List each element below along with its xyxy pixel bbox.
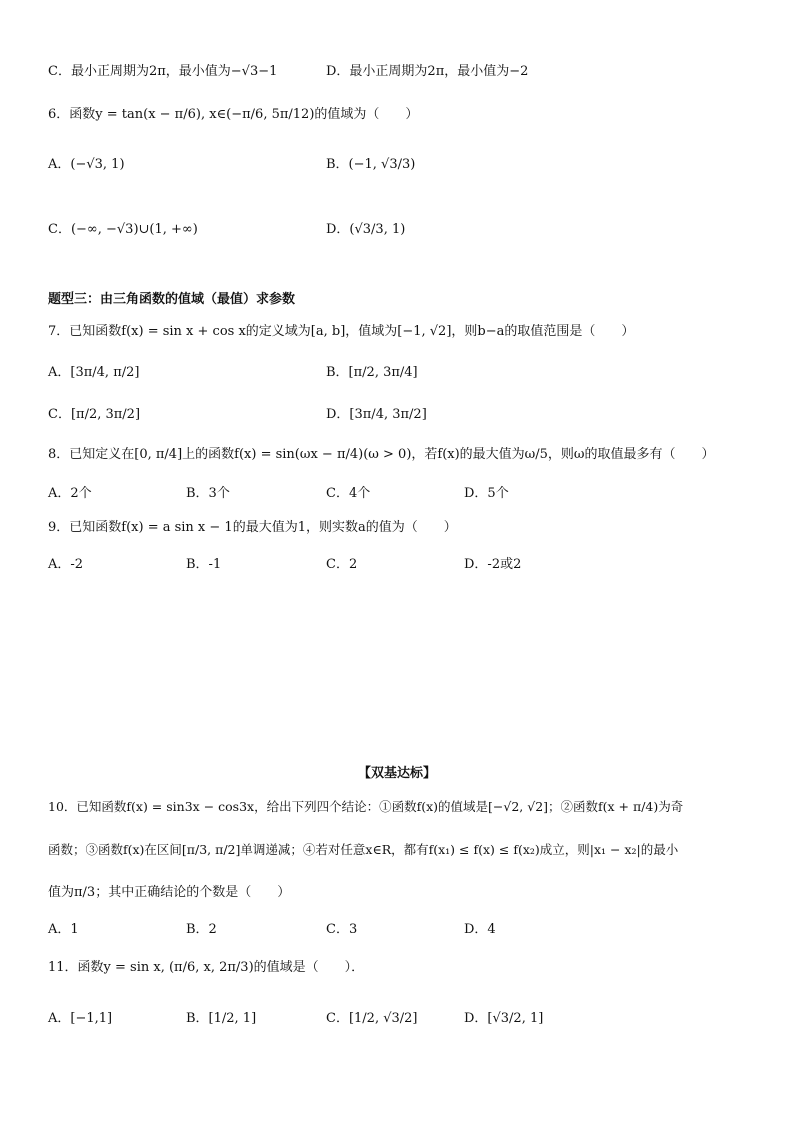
q6-option-a: A．(−√3, 1) [48, 157, 125, 172]
q9-option-c: C．2 [326, 557, 358, 572]
q10-option-c: C．3 [326, 922, 358, 937]
q10-option-b: B．2 [186, 922, 217, 937]
q5-option-c: C．最小正周期为2π，最小值为−√3−1 [48, 64, 278, 79]
q10-line2: 函数；③函数f(x)在区间[π/3, π/2]单调递减；④若对任意x∈R，都有f(x₁) ≤ f(x) ≤ f(x₂)成立，则|x₁ − x₂|的最小 [48, 842, 679, 857]
q6-option-d: D．(√3/3, 1) [326, 222, 406, 237]
section-title: 【双基达标】 [357, 766, 436, 781]
q6-stem: 6．函数y = tan(x − π/6), x∈(−π/6, 5π/12)的值域为（ ） [48, 107, 419, 122]
q11-option-c: C．[1/2, √3/2] [326, 1011, 418, 1026]
q7-option-c: C．[π/2, 3π/2] [48, 407, 141, 422]
q10-line1: 10．已知函数f(x) = sin3x − cos3x，给出下列四个结论：①函数f(x)的值域是[−√2, √2]；②函数f(x + π/4)为奇 [48, 799, 684, 814]
q7-option-b: B．[π/2, 3π/4] [326, 365, 418, 380]
q11-option-d: D．[√3/2, 1] [464, 1011, 544, 1026]
q10-option-a: A．1 [48, 922, 79, 937]
q9-option-b: B．-1 [186, 557, 222, 572]
q8-option-c: C．4个 [326, 486, 371, 501]
q8-option-b: B．3个 [186, 486, 230, 501]
q5-option-d: D．最小正周期为2π，最小值为−2 [326, 64, 529, 79]
q11-option-a: A．[−1,1] [48, 1011, 113, 1026]
q6-option-c: C．(−∞, −√3)∪(1, +∞) [48, 222, 198, 237]
q10-option-d: D．4 [464, 922, 496, 937]
q7-stem: 7．已知函数f(x) = sin x + cos x的定义域为[a, b]，值域为[−1, √2]，则b−a的取值范围是（ ） [48, 324, 635, 339]
q9-option-a: A．-2 [48, 557, 84, 572]
q11-option-b: B．[1/2, 1] [186, 1011, 257, 1026]
q7-option-d: D．[3π/4, 3π/2] [326, 407, 427, 422]
q6-option-b: B．(−1, √3/3) [326, 157, 416, 172]
q8-option-a: A．2个 [48, 486, 92, 501]
q8-option-d: D．5个 [464, 486, 509, 501]
q10-line3: 值为π/3；其中正确结论的个数是（ ） [48, 885, 291, 900]
q11-stem: 11．函数y = sin x, (π/6, x, 2π/3)的值域是（ ）． [48, 960, 365, 975]
q8-stem: 8．已知定义在[0, π/4]上的函数f(x) = sin(ωx − π/4)(ω > 0)，若f(x)的最大值为ω/5，则ω的取值最多有（ ） [48, 447, 715, 462]
q9-option-d: D．-2或2 [464, 557, 522, 572]
section3-title: 题型三：由三角函数的值域（最值）求参数 [48, 292, 296, 307]
q7-option-a: A．[3π/4, π/2] [48, 365, 140, 380]
q9-stem: 9．已知函数f(x) = a sin x − 1的最大值为1，则实数a的值为（ ） [48, 520, 457, 535]
